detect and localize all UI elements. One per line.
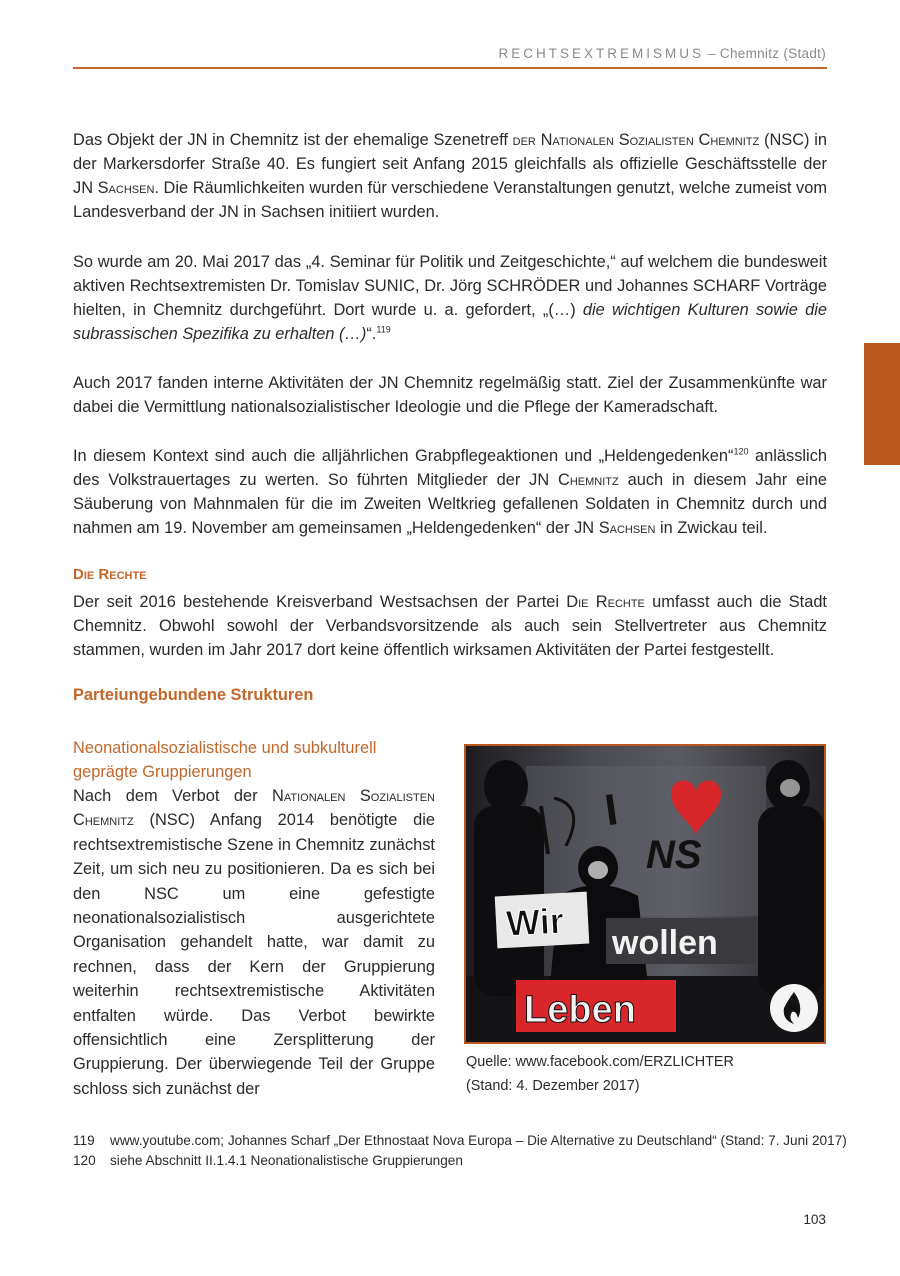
footnote-119: [73, 1131, 847, 1151]
running-head: [498, 46, 826, 61]
caption-source-link[interactable]: Quelle: www.facebook.com/ERZLICHTER: [466, 1054, 734, 1070]
text-run: in Zwickau teil.: [655, 519, 768, 537]
page-number: 103: [803, 1212, 826, 1227]
banner-text-leben: Leben: [524, 989, 636, 1031]
quote-italic: die wichtigen Kulturen sowie die subrassischen Spezifika zu erhalten (…): [73, 301, 828, 343]
paragraph-jn-objekt: [73, 128, 827, 224]
org-name: der Nationalen Sozialisten Chemnitz: [512, 131, 760, 149]
org-name: Sachsen: [97, 179, 155, 197]
footnote-ref[interactable]: 119: [376, 324, 391, 335]
text-run: . Die Räumlichkeiten wurden für verschiedene Veranstaltungen genutzt, welche zumeist vom Landesverband der JN in Sachsen initiiert wurden.: [73, 179, 827, 221]
footnote-ref[interactable]: 120: [733, 446, 749, 457]
figure-photo: [464, 744, 826, 1044]
text-run: So wurde am 20. Mai 2017 das „4. Seminar für Politik und Zeitgeschichte,“ auf welchem die bundesweit aktiven Rechtsextremisten Dr. Tomislav SUNIC, Dr. Jörg SCHRÖDER und Johannes SCHARF Vorträge hielten, in Chemnitz durchgeführt. Dort wurde u. a. gefordert, „(…): [73, 253, 827, 319]
text-run: Der seit 2016 bestehende Kreisverband Westsachsen der Partei: [73, 593, 567, 611]
org-name: Die Rechte: [566, 593, 645, 611]
paragraph-nsc-verbot: [73, 784, 435, 1101]
banner-text-wollen: wollen: [612, 924, 718, 962]
text-run: (NSC) in der Markersdorfer Straße 40. Es fungiert seit Anfang 2015 gleichfalls als offizielle Geschäftsstelle der JN: [73, 131, 828, 197]
footnote-number: 120: [73, 1153, 96, 1168]
text-run: (NSC) Anfang 2014 benötigte die rechtsextremistische Szene in Chemnitz zunächst Zeit, um sich neu zu positionieren. Da es sich bei den NSC um eine gefestigte neonationalsozialistisch ausgerichtete Organisation gehandelt hatte, war damit zu rechnen, dass der Kern der Gruppierung weiterhin rechtsextremistische Aktivitäten entfalten würde. Das Verbot bewirkte offensichtlich eine Zersplitterung der Gruppierung. Der überwiegende Teil der Gruppe schloss sich zunächst der: [73, 811, 435, 1098]
running-head-location: – Chemnitz (Stadt): [708, 46, 826, 61]
org-name: Chemnitz: [558, 471, 619, 489]
footnote-text: www.youtube.com; Johannes Scharf „Der Ethnostaat Nova Europa – Die Alternative zu Deutschland“ (Stand: 7. Juni 2017): [110, 1133, 847, 1148]
org-name: Sachsen: [598, 519, 656, 537]
figure-caption: [466, 1050, 734, 1098]
text-run: auch in diesem Jahr eine Säuberung von Mahnmalen für die im Zweiten Weltkrieg gefallenen Soldaten in Chemnitz durch und nahmen am 19. November am gemeinsamen „Heldengedenken“ der JN: [73, 471, 827, 537]
text-run: In diesem Kontext sind auch die alljährlichen Grabpflegeaktionen und „Heldengedenken“: [73, 447, 734, 465]
text-run: “.: [366, 325, 377, 343]
caption-date: (Stand: 4. Dezember 2017): [466, 1078, 640, 1094]
text-run: umfasst auch die Stadt Chemnitz. Obwohl sowohl der Verbandsvorsitzende als auch sein Stellvertreter aus Chemnitz stammen, wurden im Jahr 2017 dort keine öffentlich wirksamen Aktivitäten der Partei festgestellt.: [73, 593, 827, 659]
chapter-tab-marker: [864, 343, 900, 465]
graffiti-ns: NS: [646, 833, 702, 877]
heading-parteiungebundene-strukturen: Parteiungebundene Strukturen: [73, 686, 314, 704]
skull-mask: [588, 861, 608, 879]
heading-neonazi-gruppierungen: Neonationalsozialistische und subkulturell geprägte Gruppierungen: [73, 739, 377, 781]
text-run: Nach dem Verbot der: [73, 787, 273, 805]
heading-die-rechte: Die Rechte: [73, 566, 147, 583]
text-run: Das Objekt der JN in Chemnitz ist der ehemalige Szenetreff: [73, 131, 513, 149]
org-name: Nationalen Sozialisten Chemnitz: [73, 787, 435, 830]
paragraph-seminar: [73, 250, 827, 346]
footnote-120: [73, 1151, 463, 1171]
paragraph-interne-aktivitaeten: Auch 2017 fanden interne Aktivitäten der JN Chemnitz regelmäßig statt. Ziel der Zusammenkünfte war dabei die Vermittlung nationalsozialistischer Ideologie und die Pflege der Kameradschaft.: [73, 374, 827, 416]
banner-text-wir: Wir: [505, 899, 565, 944]
skull-mask: [780, 779, 800, 797]
running-head-section: RECHTSEXTREMISMUS: [498, 46, 704, 61]
footnote-number: 119: [73, 1133, 95, 1148]
header-rule: [73, 67, 827, 69]
paragraph-die-rechte: [73, 590, 827, 662]
photo-illustration: [466, 746, 824, 1042]
footnote-text: siehe Abschnitt II.1.4.1 Neonationalistische Gruppierungen: [110, 1153, 463, 1168]
graffiti-letter: I: [601, 784, 621, 836]
text-run: anlässlich des Volkstrauertages zu werten. So führten Mitglieder der JN: [73, 447, 828, 489]
paragraph-heldengedenken: [73, 444, 827, 540]
